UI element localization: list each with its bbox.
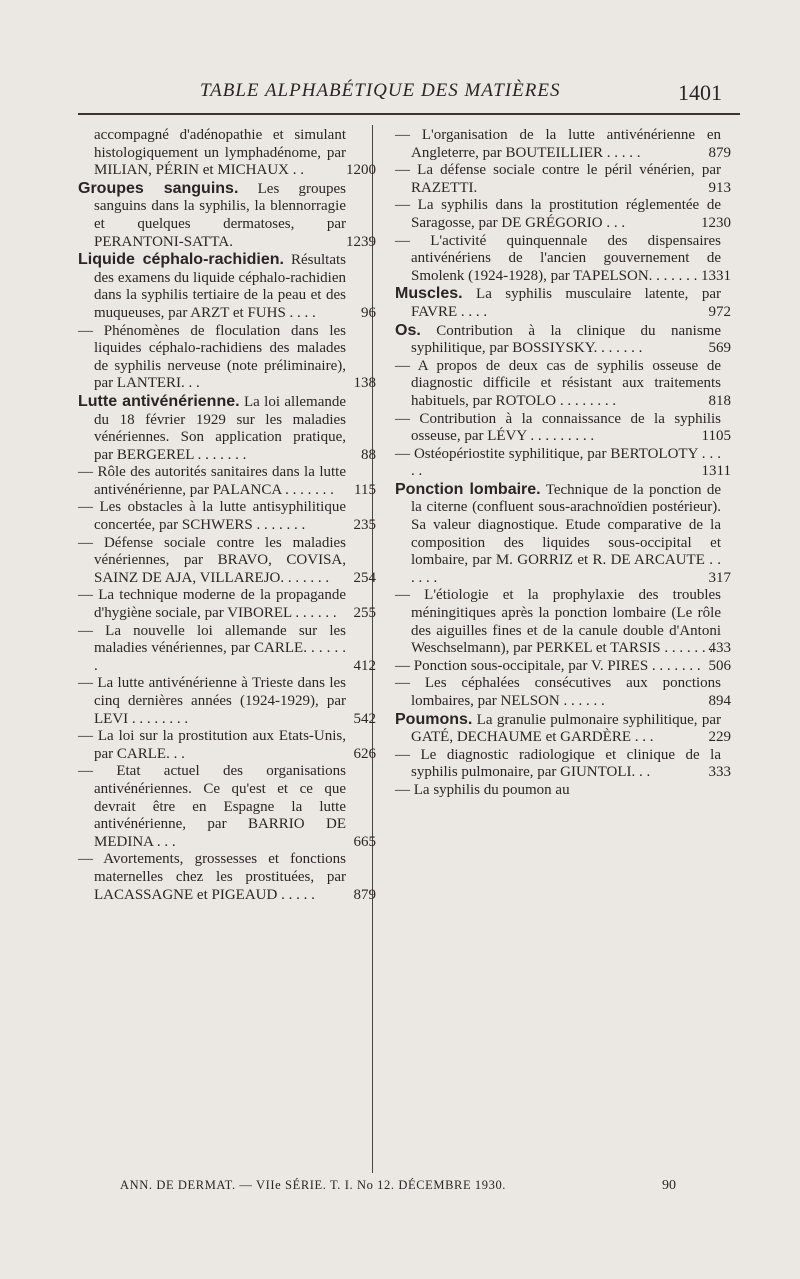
entry-page-number: 1230 <box>701 214 731 231</box>
entry-page-number: 254 <box>353 569 376 586</box>
entry-page-number: 972 <box>708 303 731 320</box>
footer-journal-reference: ANN. DE DERMAT. — VIIe SÉRIE. T. I. No 12. DÉCEMBRE 1930. <box>120 1178 507 1192</box>
entry-text: — Avortements, grossesses et fonctions maternelles chez les prostituées, par LACASSAGNE et PIGEAUD . . . . . <box>78 851 346 903</box>
entry-text: — Les céphalées consécutives aux ponctions lombaires, par NELSON . . . . . . <box>395 675 721 709</box>
entry-page-number: 1105 <box>701 428 731 445</box>
entry-heading: Groupes sanguins. <box>78 179 239 197</box>
entry-text: — Ponction sous-occipitale, par V. PIRES . . . . . . . <box>395 657 701 674</box>
entry-heading: Lutte antivénérienne. <box>78 392 240 410</box>
entry-page-number: 317 <box>708 569 731 586</box>
index-entry <box>395 410 731 446</box>
entry-text: La syphilis musculaire latente, par FAVRE . . . . <box>411 286 722 320</box>
entry-text: La granulie pulmonaire syphilitique, par GATÉ, DECHAUME et GARDÈRE . . . <box>411 711 721 746</box>
index-entry <box>395 232 731 286</box>
entry-text: — Le diagnostic radiologique et clinique de la syphilis pulmonaire, par GIUNTOLI. . . <box>395 746 721 781</box>
entry-text: — L'activité quinquennale des dispensaires antivénériens de l'ancien gouvernement de Smolenk (1924-1928), par TAPELSON. . . . . . . <box>395 232 721 284</box>
entry-text: — La lutte antivénérienne à Trieste dans les cinq dernières années (1924-1929), par LEVI . . . . . . . . <box>78 675 346 727</box>
entry-page-number: 894 <box>708 693 731 709</box>
entry-text: — L'étiologie et la prophylaxie des troubles méningitiques après la ponction lombaire (Le rôle des aiguilles fines et de la canule double d'Antoni Weschselmann), par PERKEL et TARSIS . . . . . . . <box>395 587 721 657</box>
running-header-page-number: 1401 <box>678 80 722 105</box>
entry-text: — Défense sociale contre les maladies vénériennes, par BRAVO, COVISA, SAINZ DE AJA, VILLAREJO. . . . . . . <box>78 534 346 586</box>
header-rule <box>78 113 740 115</box>
index-entry <box>395 127 731 162</box>
entry-page-number: 88 <box>361 446 376 463</box>
entry-text: — A propos de deux cas de syphilis osseuse de diagnostic difficile et résistant aux traitements habituels, par ROTOLO . . . . . . . . <box>395 357 721 409</box>
entry-text: La loi allemande du 18 février 1929 sur les maladies vénériennes. Son application pratique, par BERGEREL . . . . . . . <box>94 393 347 463</box>
running-header-title: TABLE ALPHABÉTIQUE DES MATIÈRES <box>200 80 561 101</box>
index-entry <box>78 251 376 322</box>
entry-page-number: 255 <box>353 605 376 622</box>
entry-page-number: 879 <box>708 144 731 161</box>
column-divider <box>372 125 373 1173</box>
entry-page-number: 626 <box>353 745 376 762</box>
entry-page-number: 333 <box>708 764 731 781</box>
index-entry <box>395 162 731 197</box>
entry-text: — Contribution à la connaissance de la syphilis osseuse, par LÉVY . . . . . . . . . <box>395 410 721 445</box>
footer-signature-number: 90 <box>662 1178 676 1193</box>
index-entry <box>78 392 376 464</box>
entry-text: — La loi sur la prostitution aux Etats-Unis, par CARLE. . . <box>78 728 346 762</box>
index-entry <box>78 464 376 499</box>
entry-page-number: 506 <box>708 657 731 674</box>
entry-heading: Muscles. <box>395 285 463 303</box>
entry-text: Technique de la ponction de la citerne (confluent sous-arachnoïdien postérieur). Sa valeur diagnostique. Etude comparative de la composition des liquides sous-occipital et lombaire, par M. GORRIZ et R. DE ARCAUTE . . . . . . <box>411 481 722 586</box>
entry-page-number: 1331 <box>701 267 731 284</box>
entry-page-number: 115 <box>354 481 376 498</box>
entry-page-number: 1311 <box>701 463 731 480</box>
index-entry <box>395 782 725 800</box>
entry-page-number: 1239 <box>346 233 376 250</box>
index-entry <box>395 480 731 588</box>
entry-page-number: 412 <box>353 657 376 674</box>
entry-page-number: 665 <box>353 833 376 850</box>
entry-page-number: 542 <box>353 710 376 727</box>
index-entry <box>395 285 731 321</box>
index-entry <box>78 322 376 393</box>
entry-text: — Rôle des autorités sanitaires dans la lutte antivénérienne, par PALANCA . . . . . . . <box>78 464 346 498</box>
index-entry <box>395 357 731 411</box>
entry-page-number: 569 <box>708 340 731 357</box>
entry-text: — La syphilis dans la prostitution réglementée de Saragosse, par DE GRÉGORIO . . . <box>395 197 721 231</box>
entry-page-number: 1200 <box>346 162 376 179</box>
entry-heading: Liquide céphalo-rachidien. <box>78 251 284 269</box>
left-column <box>78 127 376 904</box>
entry-heading: Os. <box>395 321 421 339</box>
index-entry <box>78 622 376 676</box>
index-entry <box>395 321 731 358</box>
index-entry <box>395 197 731 232</box>
entry-text: accompagné d'adénopathie et simulant histologiquement un lymphadénome, par MILIAN, PÉRIN et MICHAUX . . <box>94 127 346 179</box>
entry-page-number: 879 <box>353 886 376 903</box>
entry-text: — Les obstacles à la lutte antisyphilitique concertée, par SCHWERS . . . . . . . <box>78 499 346 534</box>
index-entry <box>78 179 376 251</box>
entry-text: — L'organisation de la lutte antivénérienne en Angleterre, par BOUTEILLIER . . . . . <box>395 127 721 161</box>
entry-text: — La nouvelle loi allemande sur les maladies vénériennes, par CARLE. . . . . . . <box>78 622 346 674</box>
index-entry <box>78 127 376 180</box>
right-column <box>395 127 731 800</box>
entry-text: — La défense sociale contre le péril vénérien, par RAZETTI. <box>395 162 721 196</box>
index-entry <box>78 763 376 851</box>
entry-page-number: 229 <box>708 729 731 746</box>
entry-page-number: 913 <box>708 179 731 196</box>
entry-text: — La syphilis du poumon au <box>395 781 570 798</box>
entry-text: — La technique moderne de la propagande d'hygiène sociale, par VIBOREL . . . . . . <box>78 587 346 622</box>
index-entry <box>395 445 731 481</box>
entry-page-number: 138 <box>353 375 376 392</box>
index-entry <box>395 587 731 657</box>
index-entry <box>395 657 731 676</box>
entry-heading: Poumons. <box>395 710 473 728</box>
index-entry <box>78 675 376 728</box>
entry-page-number: 433 <box>708 640 731 657</box>
entry-text: Contribution à la clinique du nanisme syphilitique, par BOSSIYSKY. . . . . . . <box>411 322 722 357</box>
entry-text: Les groupes sanguins dans la syphilis, la blennorragie et quelques dermatoses, par PERANTONI-SATTA. <box>94 180 346 250</box>
entry-text: — Etat actuel des organisations antivénériennes. Ce qu'est et ce que devrait être en Espagne la lutte antivénérienne, par BARRIO DE MEDINA . . . <box>78 763 346 850</box>
entry-text: — Ostéopériostite syphilitique, par BERTOLOTY . . . . . <box>395 445 721 480</box>
entry-text: Résultats des examens du liquide céphalo-rachidien dans la syphilis tertiaire de la peau et des muqueuses, par ARZT et FUHS . . . . <box>94 252 346 321</box>
entry-page-number: 96 <box>361 304 376 321</box>
entry-page-number: 235 <box>353 517 376 534</box>
index-entry <box>78 499 376 534</box>
entry-text: — Phénomènes de floculation dans les liquides céphalo-rachidiens des malades de syphilis nerveuse (note préliminaire), par LANTERI. . . <box>78 322 346 392</box>
index-entry <box>395 675 731 710</box>
index-entry <box>395 710 731 747</box>
index-entry <box>78 728 376 763</box>
index-entry <box>78 587 376 622</box>
index-entry <box>78 534 376 588</box>
entry-heading: Ponction lombaire. <box>395 480 541 498</box>
index-entry <box>395 746 731 782</box>
index-entry <box>78 851 376 904</box>
entry-page-number: 818 <box>708 392 731 409</box>
